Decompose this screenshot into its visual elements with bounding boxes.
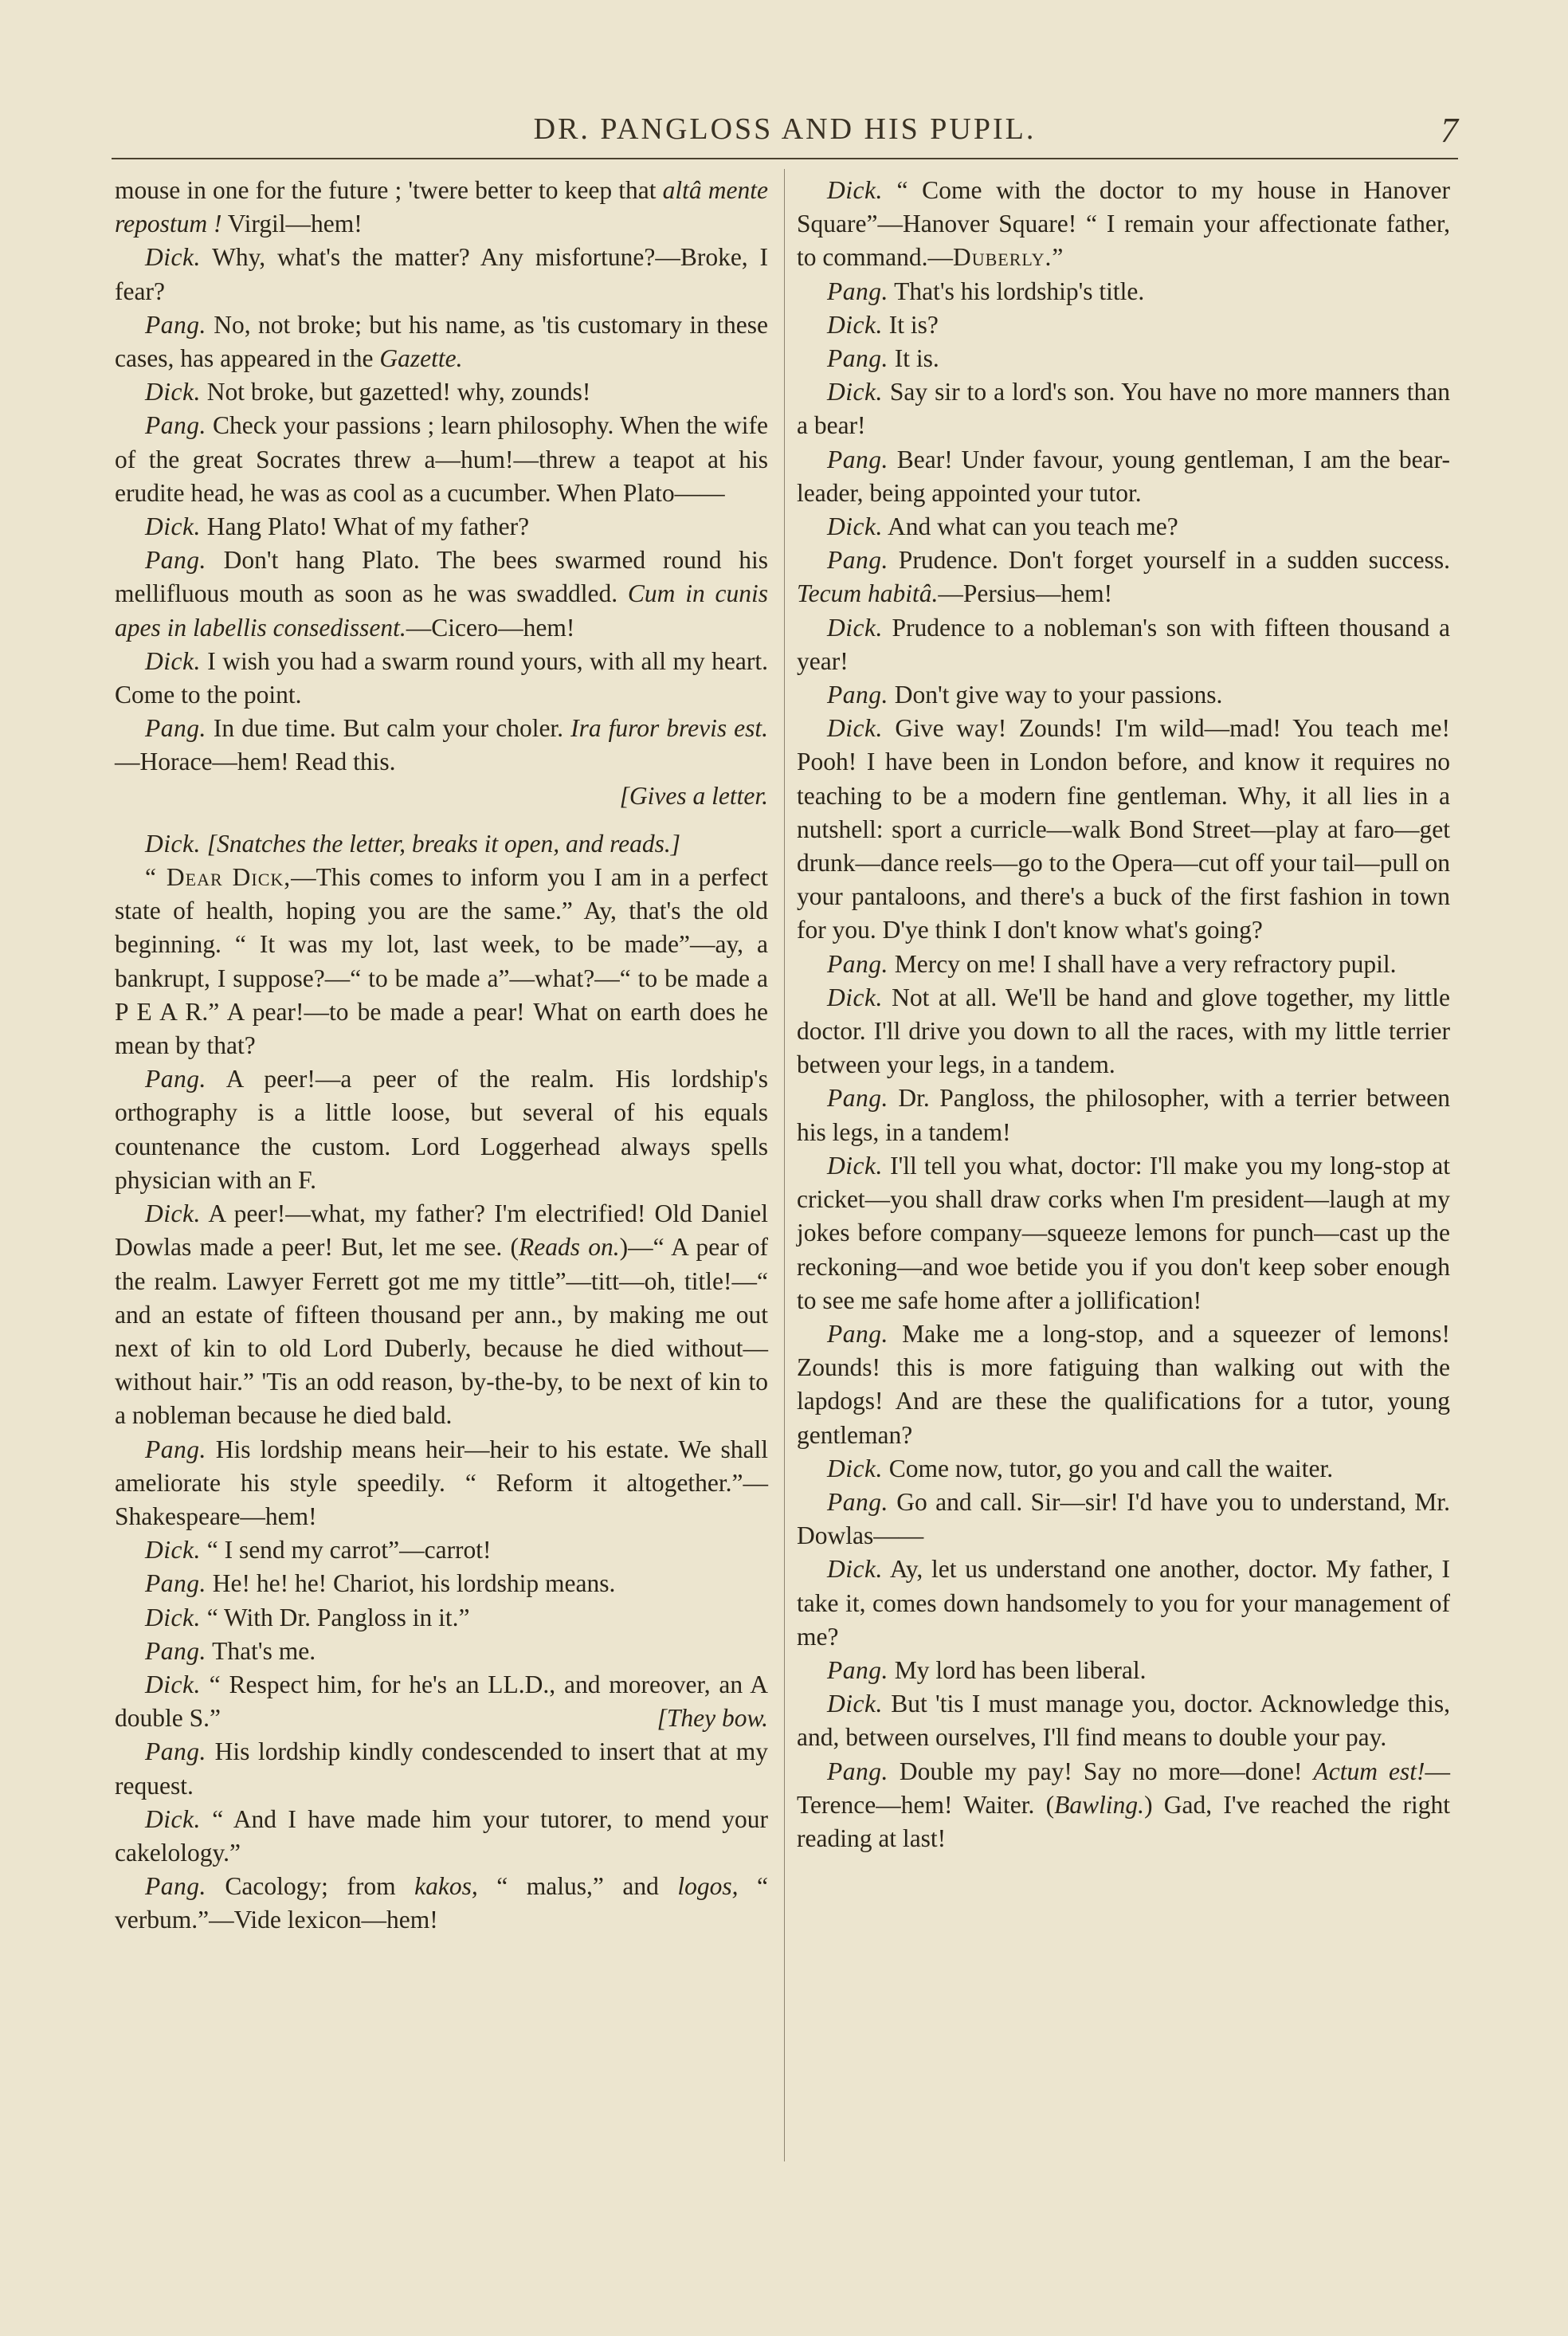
paragraph (797, 308, 1450, 342)
paragraph (797, 375, 1450, 442)
stage-direction: [They bow. (657, 1704, 768, 1733)
text-run: A peer!—what, my father? I'm electrified! Old Daniel Dowlas made a peer! But, let me see. ( (115, 1199, 768, 1262)
paragraph (797, 1317, 1450, 1452)
text-run: Mercy on me! I shall have a very refractory pupil. (888, 949, 1397, 978)
text-run: Give way! Zounds! I'm wild—mad! You teach me! Pooh! I have been in London before, and know it requires no teaching to be a modern fine gentleman. Why, it all lies in a nutshell: sport a curricle—walk Bond Street—play at faro—get drunk—dance reels—go to the Opera—cut off your tail—pull on your pantaloons, and there's a buck of the first fashion in town for you. D'ye think I don't know what's going? (797, 714, 1450, 944)
speaker-label: Pang. (145, 1636, 206, 1665)
speaker-label: Dick. (145, 1536, 201, 1565)
text-run: —This comes to inform you I am in a perfect state of health, hoping you are the same.” Ay, that's the old beginning. “ It was my lot, last week, to be made”—ay, a bankrupt, I suppose?—“ to be made a”—what?—“ to be made a P E A R.” A pear!—to be made a pear! What on earth does he mean by that? (115, 863, 768, 1060)
paragraph (115, 827, 768, 861)
text-run: Hang Plato! What of my father? (200, 512, 530, 541)
text-run: Bawling. (1054, 1790, 1145, 1819)
speaker-label: Pang. (827, 277, 888, 305)
paragraph (797, 1654, 1450, 1687)
paragraph (797, 1452, 1450, 1486)
paragraph (115, 1533, 768, 1567)
speaker-label: Pang. (145, 714, 206, 743)
text-run: That's his lordship's title. (888, 277, 1145, 305)
paragraph (115, 174, 768, 241)
text-run: I'll tell you what, doctor: I'll make you my long-stop at cricket—you shall draw corks when I'm president—laugh at my jokes before company—squeeze lemons for punch—cast up the reckoning—and woe betide you if you don't keep sober enough to see me safe home after a jollification! (797, 1151, 1450, 1314)
paragraph (797, 342, 1450, 375)
speaker-label: Pang. (827, 445, 888, 473)
paragraph (797, 1553, 1450, 1654)
signature-name: Duberly. (952, 243, 1053, 272)
text-run: Don't give way to your passions. (888, 681, 1223, 709)
speaker-label: Dick. (827, 1454, 883, 1482)
text-run: Cacology; from (206, 1872, 415, 1901)
paragraph (115, 1668, 768, 1735)
text-run: It is? (882, 310, 939, 339)
stage-direction: [Snatches the letter, breaks it open, and reads.] (200, 829, 681, 858)
text-run: “ And I have made him your tutorer, to mend your cakelology.” (115, 1804, 768, 1867)
paragraph (115, 1197, 768, 1432)
text-run: “ verbum.”—Vide lexicon—hem! (115, 1872, 768, 1934)
text-run: That's me. (206, 1636, 316, 1665)
speaker-label: Dick. (827, 512, 883, 541)
speaker-label: Pang. (145, 1435, 206, 1463)
text-run: Check your passions ; learn philosophy. When the wife of the great Socrates threw a—hum!—threw a teapot at his erudite head, he was as cool as a cucumber. When Plato—— (115, 411, 768, 507)
speaker-label: Pang. (827, 1655, 888, 1684)
text-run: “ I send my carrot”—carrot! (200, 1536, 492, 1565)
paragraph (115, 241, 768, 308)
text-run: Double my pay! Say no more—done! (888, 1757, 1314, 1785)
text-run: My lord has been liberal. (888, 1655, 1147, 1684)
text-run: Prudence to a nobleman's son with fifteen thousand a year! (797, 613, 1450, 675)
paragraph (115, 308, 768, 375)
text-run: —Persius—hem! (938, 579, 1113, 608)
text-run: Gazette. (379, 344, 463, 373)
text-run: A peer!—a peer of the realm. His lordship's orthography is a little loose, but several of his equals countenance the custom. Lord Loggerhead always spells physician with an F. (115, 1065, 768, 1194)
paragraph (115, 1601, 768, 1635)
paragraph (115, 1062, 768, 1197)
paragraph (797, 1687, 1450, 1754)
speaker-label: Pang. (827, 949, 888, 978)
speaker-label: Dick. (827, 1690, 883, 1718)
running-title: DR. PANGLOSS AND HIS PUPIL. (533, 112, 1037, 146)
speaker-label: Pang. (827, 344, 888, 373)
column-divider (784, 169, 785, 2161)
paragraph (115, 1735, 768, 1802)
text-run: In due time. But calm your choler. (206, 714, 571, 743)
speaker-label: Dick. (827, 1151, 883, 1180)
text-run: )—“ A pear of the realm. Lawyer Ferrett got me my tittle”—titt—oh, title!—“ and an estate of fifteen thousand per ann., by making me out next of kin to old Lord Duberly, because he died without—without hair.” 'Tis an odd reason, by-the-by, to be next of kin to a nobleman because he died bald. (115, 1233, 768, 1430)
text-run: Prudence. Don't forget yourself in a sudden success. (888, 546, 1450, 575)
paragraph (797, 1082, 1450, 1148)
paragraph (797, 1486, 1450, 1553)
text-run: ) Gad, I've reached the right reading at last! (797, 1790, 1450, 1852)
text-run: logos, (677, 1872, 739, 1901)
speaker-label: Pang. (145, 310, 206, 339)
paragraph (115, 861, 768, 1062)
paragraph (797, 981, 1450, 1082)
speaker-label: Dick. (827, 176, 883, 204)
text-run: Bear! Under favour, young gentleman, I am the bear-leader, being appointed your tutor. (797, 445, 1450, 507)
text-run: Don't hang Plato. The bees swarmed round his mellifluous mouth as soon as he was swaddled. (115, 546, 768, 608)
page-header (112, 112, 1458, 156)
speaker-label: Pang. (827, 1084, 888, 1113)
text-run: No, not broke; but his name, as 'tis customary in these cases, has appeared in the (115, 310, 768, 373)
text-run: kakos, (414, 1872, 478, 1901)
text-run: Go and call. Sir—sir! I'd have you to understand, Mr. Dowlas—— (797, 1487, 1450, 1550)
text-run: —Horace—hem! Read this. (115, 748, 396, 776)
text-run: Say sir to a lord's son. You have no more manners than a bear! (797, 378, 1450, 440)
speaker-label: Dick. (145, 646, 201, 675)
text-run: “ With Dr. Pangloss in it.” (200, 1603, 470, 1631)
text-run: “ Respect him, for he's an LL.D., and moreover, an A double S.” (115, 1670, 768, 1733)
paragraph (115, 1635, 768, 1668)
speaker-label: Pang. (145, 1872, 206, 1901)
text-run: He! he! he! Chariot, his lordship means. (206, 1569, 616, 1598)
text-run: Not broke, but gazetted! why, zounds! (200, 378, 591, 406)
paragraph (115, 1567, 768, 1600)
speaker-label: Dick. (827, 310, 883, 339)
paragraph (115, 1433, 768, 1534)
paragraph (797, 275, 1450, 308)
paragraph (115, 510, 768, 544)
speaker-label: Dick. (827, 613, 883, 642)
paragraph (115, 712, 768, 813)
speaker-label: Pang. (827, 546, 888, 575)
paragraph (115, 1870, 768, 1937)
paragraph (797, 1755, 1450, 1856)
paragraph (797, 1149, 1450, 1317)
text-run: —Terence—hem! Waiter. ( (797, 1757, 1450, 1819)
text-run: Cum in cunis apes in labellis consedissent. (115, 579, 768, 642)
speaker-label: Dick. (145, 243, 201, 272)
paragraph (797, 174, 1450, 275)
speaker-label: Dick. (827, 1555, 883, 1584)
text-run: Ira furor brevis est. (570, 714, 769, 743)
paragraph (115, 375, 768, 409)
text-run: Ay, let us understand one another, doctor. My father, I take it, comes down handsomely to you for your management of me? (797, 1555, 1450, 1651)
text-run: Make me a long-stop, and a squeezer of lemons! Zounds! this is more fatiguing than walking out with the lapdogs! And are these the qualifications for a tutor, young gentleman? (797, 1319, 1450, 1449)
speaker-label: Dick. (145, 512, 201, 541)
speaker-label: Dick. (145, 829, 201, 858)
text-run: I wish you had a swarm round yours, with all my heart. Come to the point. (115, 646, 768, 709)
text-run: “ Come with the doctor to my house in Hanover Square”—Hanover Square! “ I remain your affectionate father, to command.— (797, 176, 1450, 272)
speaker-label: Dick. (827, 983, 883, 1011)
right-column (797, 174, 1450, 1855)
paragraph (115, 409, 768, 510)
paragraph (797, 510, 1450, 544)
speaker-label: Dick. (145, 1670, 201, 1698)
text-run: “ malus,” and (477, 1872, 678, 1901)
speaker-label: Dick. (145, 1603, 201, 1631)
text-run: But 'tis I must manage you, doctor. Acknowledge this, and, between ourselves, I'll find means to double your pay. (797, 1690, 1450, 1752)
speaker-label: Dick. (145, 1199, 201, 1228)
text-run: Reads on. (518, 1233, 620, 1262)
speaker-label: Pang. (145, 1737, 206, 1766)
speaker-label: Dick. (827, 714, 883, 743)
paragraph (115, 544, 768, 645)
speaker-label: Pang. (827, 1319, 888, 1348)
text-run: It is. (888, 344, 939, 373)
left-column (115, 174, 768, 1938)
text-run: Dr. Pangloss, the philosopher, with a terrier between his legs, in a tandem! (797, 1084, 1450, 1146)
speaker-label: Pang. (145, 1065, 206, 1093)
speaker-label: Pang. (827, 1757, 888, 1785)
text-run: His lordship means heir—heir to his estate. We shall ameliorate his style speedily. “ Reform it altogether.”—Shakespeare—hem! (115, 1435, 768, 1530)
paragraph (797, 443, 1450, 510)
text-run: Come now, tutor, go you and call the waiter. (882, 1454, 1334, 1482)
speaker-label: Dick. (145, 1804, 201, 1833)
speaker-label: Dick. (827, 378, 883, 406)
speaker-label: Pang. (145, 411, 206, 440)
text-run: ” (1052, 243, 1064, 272)
letter-salutation: “ Dear Dick, (145, 863, 292, 892)
page-number: 7 (1441, 111, 1458, 150)
paragraph (797, 544, 1450, 611)
text-run: Why, what's the matter? Any misfortune?—Broke, I fear? (115, 243, 768, 305)
text-run: mouse in one for the future ; 'twere better to keep that (115, 176, 663, 204)
paragraph (797, 678, 1450, 712)
paragraph (115, 1803, 768, 1870)
text-run: Virgil—hem! (221, 210, 363, 238)
stage-direction: [Gives a letter. (619, 781, 768, 810)
speaker-label: Pang. (145, 546, 206, 575)
text-run: Actum est! (1313, 1757, 1425, 1785)
speaker-label: Pang. (827, 681, 888, 709)
text-run: And what can you teach me? (882, 512, 1178, 541)
speaker-label: Dick. (145, 378, 201, 406)
paragraph (797, 712, 1450, 947)
text-run: altâ mente repostum ! (115, 176, 768, 238)
text-run: Not at all. We'll be hand and glove together, my little doctor. I'll drive you down to all the races, with my little terrier between your legs, in a tandem. (797, 983, 1450, 1079)
spacer (115, 813, 768, 827)
paragraph (797, 611, 1450, 678)
paragraph (115, 645, 768, 712)
text-run: —Cicero—hem! (406, 613, 575, 642)
text-run: His lordship kindly condescended to insert that at my request. (115, 1737, 768, 1800)
speaker-label: Pang. (145, 1569, 206, 1598)
text-run: Tecum habitâ. (797, 579, 939, 608)
header-rule (112, 158, 1458, 159)
paragraph (797, 948, 1450, 981)
speaker-label: Pang. (827, 1487, 888, 1516)
